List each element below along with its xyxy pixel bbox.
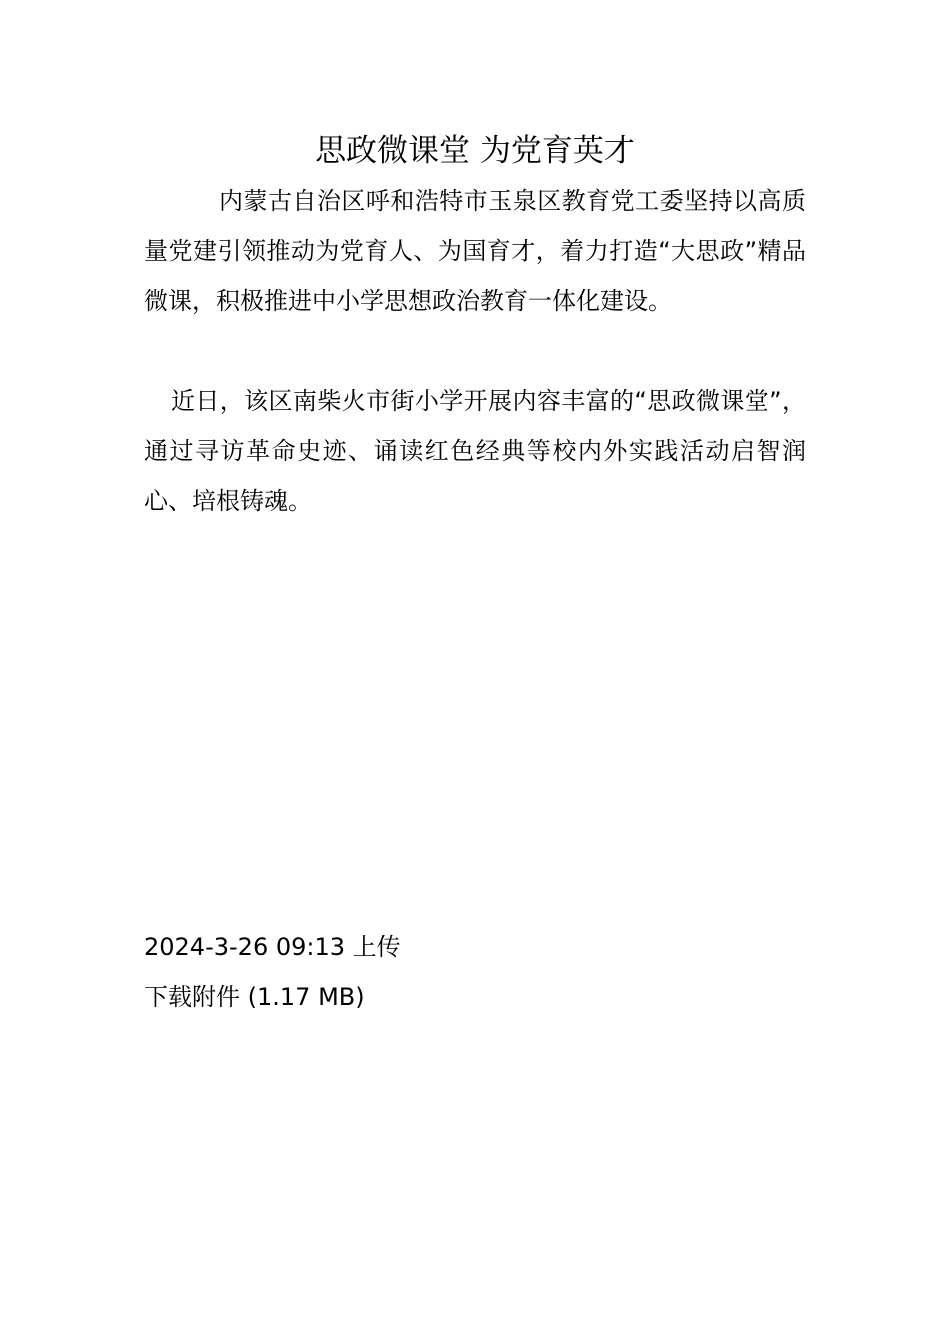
download-attachment-link[interactable]: 下载附件 xyxy=(144,983,240,1011)
upload-timestamp: 2024-3-26 09:13 上传 xyxy=(144,933,401,961)
attachment-line xyxy=(144,972,365,1022)
article-title: 思政微课堂 为党育英才 xyxy=(315,133,635,169)
attachment-size: (1.17 MB) xyxy=(247,983,365,1011)
article-paragraph-2: 近日，该区南柴火市街小学开展内容丰富的“思政微课堂”，通过寻访革命史迹、诵读红色经典等校内外实践活动启智润心、培根铸魂。 xyxy=(144,387,806,515)
article-paragraph-1: 内蒙古自治区呼和浩特市玉泉区教育党工委坚持以高质量党建引领推动为党育人、为国育才，着力打造“大思政”精品微课，积极推进中小学思想政治教育一体化建设。 xyxy=(144,187,806,315)
